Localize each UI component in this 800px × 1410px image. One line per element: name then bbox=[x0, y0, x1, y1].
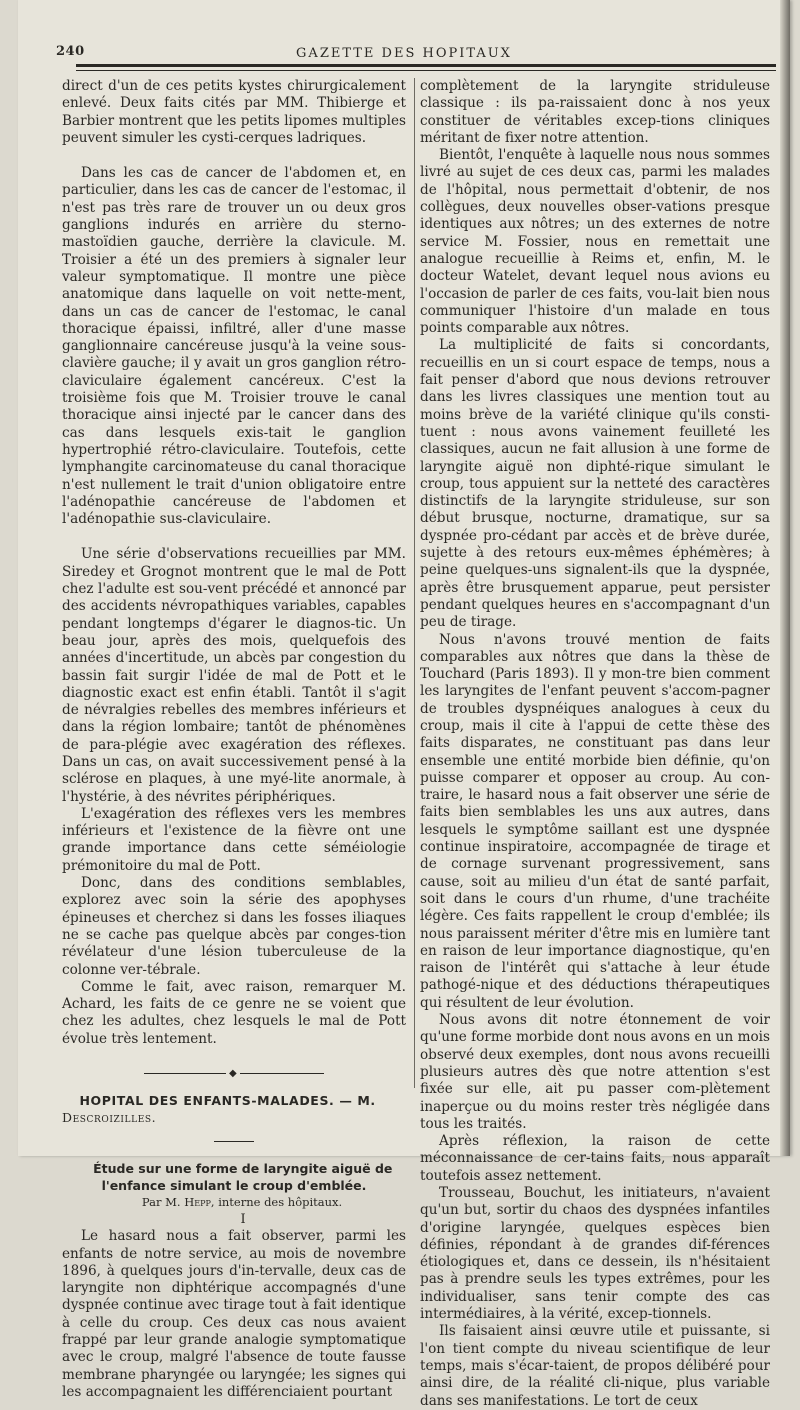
paragraph: Bientôt, l'enquête à laquelle nous nous sommes livré au sujet de ces deux cas, parmi les malades de l'hôpital, nous permettait d'obtenir, de nos collègues, deux nouvelles obser-vations presque identiques aux nôtres; un des externes de notre service M. Fossier, nous en remettait une analogue recueillie à Reims et, enfin, M. le docteur Watelet, devant lequel nous avions eu l'occasion de parler de ces faits, vou-lait bien nous communiquer l'histoire d'un malade en tous points comparable aux nôtres. bbox=[420, 147, 770, 337]
paragraph: direct d'un de ces petits kystes chirurgicalement enlevé. Deux faits cités par MM. Thibierge et Barbier montrent que les petits lipomes multiples peuvent simuler les cysti-cerques ladriques. bbox=[62, 78, 406, 146]
paragraph: Le hasard nous a fait observer, parmi les enfants de notre service, au mois de novembre 1896, à quelques jours d'in-tervalle, deux cas de laryngite non diphtérique accompagnés d'une dyspnée continue avec tirage tout à fait identique à celle du croup. Ces deux cas nous avaient frappé par leur grande analogie symptomatique avec le croup, malgré l'absence de toute fausse membrane pharyngée ou laryngée; les signes qui les accompagnaient les différenciaient pourtant bbox=[62, 1228, 406, 1400]
page-number: 240 bbox=[56, 44, 85, 59]
column-divider bbox=[414, 78, 415, 1088]
left-column bbox=[62, 78, 406, 1401]
paragraph: Nous avons dit notre étonnement de voir qu'une forme morbide dont nous avons en un mois observé deux exemples, dont nous avons recueilli plusieurs autres dès que notre attention s'est fixée sur elle, ait pu passer com-plètement inaperçue ou du moins rester très négligée dans tous les traités. bbox=[420, 1012, 770, 1132]
paragraph: complètement de la laryngite striduleuse classique : ils pa-raissaient donc à nos yeux constituer de véritables excep-tions cliniques méritant de fixer notre attention. bbox=[420, 78, 770, 146]
article-byline bbox=[62, 1194, 406, 1211]
journal-title: GAZETTE DES HOPITAUX bbox=[296, 46, 512, 61]
paragraph: Comme le fait, avec raison, remarquer M. Achard, les faits de ce genre ne se voient que chez les adultes, chez lesquels le mal de Pott évolue très lentement. bbox=[62, 978, 406, 1047]
byline-suffix: interne des hôpitaux. bbox=[218, 1194, 343, 1209]
paragraph: Ils faisaient ainsi œuvre utile et puissante, si l'on tient compte du niveau scientifique de leur temps, mais s'écar-taient, de propos délibéré pour ainsi dire, de la réalité cli-nique, plus variable dans ses manifestations. Le tort de ceux bbox=[420, 1323, 770, 1409]
paragraph: Après réflexion, la raison de cette méconnaissance de cer-tains faits, nous apparaît toutefois assez nettement. bbox=[420, 1133, 770, 1184]
byline-prefix: Par M. bbox=[141, 1194, 181, 1209]
newspaper-page bbox=[18, 0, 790, 1409]
header-rule-thin bbox=[76, 70, 776, 71]
page-edge-shadow bbox=[780, 0, 790, 1156]
paragraph: L'exagération des réflexes vers les membres inférieurs et l'existence de la fièvre ont une grande importance dans cette séméiologie prémonitoire du mal de Pott. bbox=[62, 805, 406, 874]
section-heading bbox=[62, 1092, 406, 1127]
section-numeral: I bbox=[240, 1211, 246, 1227]
section-heading-text: HOPITAL DES ENFANTS-MALADES. — M. bbox=[79, 1093, 376, 1109]
header-rule-thick bbox=[76, 64, 776, 67]
section-author: Descroizilles. bbox=[62, 1110, 157, 1126]
paragraph: Nous n'avons trouvé mention de faits comparables aux nôtres que dans la thèse de Touchard (Paris 1893). Il y mon-tre bien comment les laryngites de l'enfant peuvent s'accom-pagner de troubles dyspnéiques analogues à ceux du croup, mais il cite à l'appui de cette thèse des faits disparates, ne constituant pas dans leur ensemble une entité morbide bien définie, qu'on puisse comparer et opposer au croup. Au con-traire, le hasard nous a fait observer une série de faits bien semblables les uns aux autres, dans lesquels le symptôme saillant est une dyspnée continue inspiratoire, accompagnée de tirage et de cornage survenant progressivement, sans cause, soit au milieu d'un état de santé parfait, soit dans le cours d'un rhume, d'une trachéite légère. Ces faits rappellent le croup d'emblée; ils nous paraissent mériter d'être mis en lumière tant en raison de leur importance diagnostique, qu'en raison de l'intérêt qui s'attache à leur étude pathogé-nique et des déductions thérapeutiques qui résultent de leur évolution. bbox=[420, 631, 770, 1011]
paragraph: La multiplicité de faits si concordants, recueillis en un si court espace de temps, nous a fait penser d'abord que nous devions retrouver dans les livres classiques une mention tout au moins brève de la variété clinique qu'ils consti-tuent : nous avons vainement feuilleté les classiques, aucun ne fait allusion à une forme de laryngite aiguë non diphté-rique simulant le croup, tous appuient sur la netteté des caractères distinctifs de la laryngite striduleuse, sur son début brusque, nocturne, dramatique, sur sa dyspnée pro-cédant par accès et de brève durée, sujette à des retours eux-mêmes éphémères; à peine quelques-uns signalent-ils que la dyspnée, après être brusquement apparue, peut persister pendant quelques heures en s'accompagnant d'un peu de tirage. bbox=[420, 337, 770, 631]
paragraph: Une série d'observations recueillies par MM. Siredey et Grognot montrent que le mal de Pott chez l'adulte est sou-vent précédé et annoncé par des accidents névropathiques variables, capables pendant longtemps d'égarer le diagnos-tic. Un beau jour, après des mois, quelquefois des années d'incertitude, un abcès par congestion du bassin fait surgir l'idée de mal de Pott et le diagnostic exact est enfin établi. Tantôt il s'agit de névralgies rebelles des membres inférieurs et dans la région lombaire; tantôt de phénomènes de para-plégie avec exagération des réflexes. Dans un cas, on avait successivement pensé à la sclérose en plaques, à une myé-lite anormale, à l'hystérie, à des névrites périphériques. bbox=[62, 546, 406, 805]
paragraph: Trousseau, Bouchut, les initiateurs, n'avaient qu'un but, sortir du chaos des dyspnées infantiles d'origine laryngée, quelques espèces bien définies, répondant à de grandes dif-férences étiologiques et, dans ce dessein, ils n'hésitaient pas à prendre seuls les types extrêmes, pour les individualiser, sans tenir compte des cas intermédiaires, à la vérité, excep-tionnels. bbox=[420, 1185, 770, 1323]
paragraph: Donc, dans des conditions semblables, explorez avec soin la série des apophyses épineuses et cherchez si dans les fosses iliaques ne se cache pas quelque abcès par conges-tion révélateur d'une lésion tuberculeuse de la colonne ver-tébrale. bbox=[62, 875, 406, 978]
byline-name: Hepp, bbox=[184, 1194, 215, 1209]
short-divider bbox=[214, 1141, 254, 1142]
right-column bbox=[420, 78, 770, 1410]
section-divider-ornament bbox=[144, 1070, 324, 1078]
paragraph: Dans les cas de cancer de l'abdomen et, en particulier, dans les cas de cancer de l'estomac, il n'est pas très rare de trouver un ou deux gros ganglions indurés en arrière du sterno-mastoïdien gauche, derrière la clavicule. M. Troisier a été un des premiers à signaler leur valeur symptomatique. Il montre une pièce anatomique dans laquelle on voit nette-ment, dans un cas de cancer de l'estomac, le canal thoracique épaissi, infiltré, aller d'une masse ganglionnaire cancéreuse jusqu'à la veine sous-clavière gauche; il y avait un gros ganglion rétro-claviculaire également cancéreux. C'est la troisième fois que M. Troisier trouve le canal thoracique ainsi injecté par le cancer dans des cas dans lesquels exis-tait le ganglion hypertrophié rétro-claviculaire. Toutefois, cette lymphangite carcinomateuse du canal thoracique n'est nullement le trait d'union obligatoire entre l'adénopathie cancéreuse de l'abdomen et l'adénopathie sus-claviculaire. bbox=[62, 165, 406, 528]
article-title: Étude sur une forme de laryngite aiguë de l'enfance simulant le croup d'emblée. bbox=[93, 1160, 393, 1193]
